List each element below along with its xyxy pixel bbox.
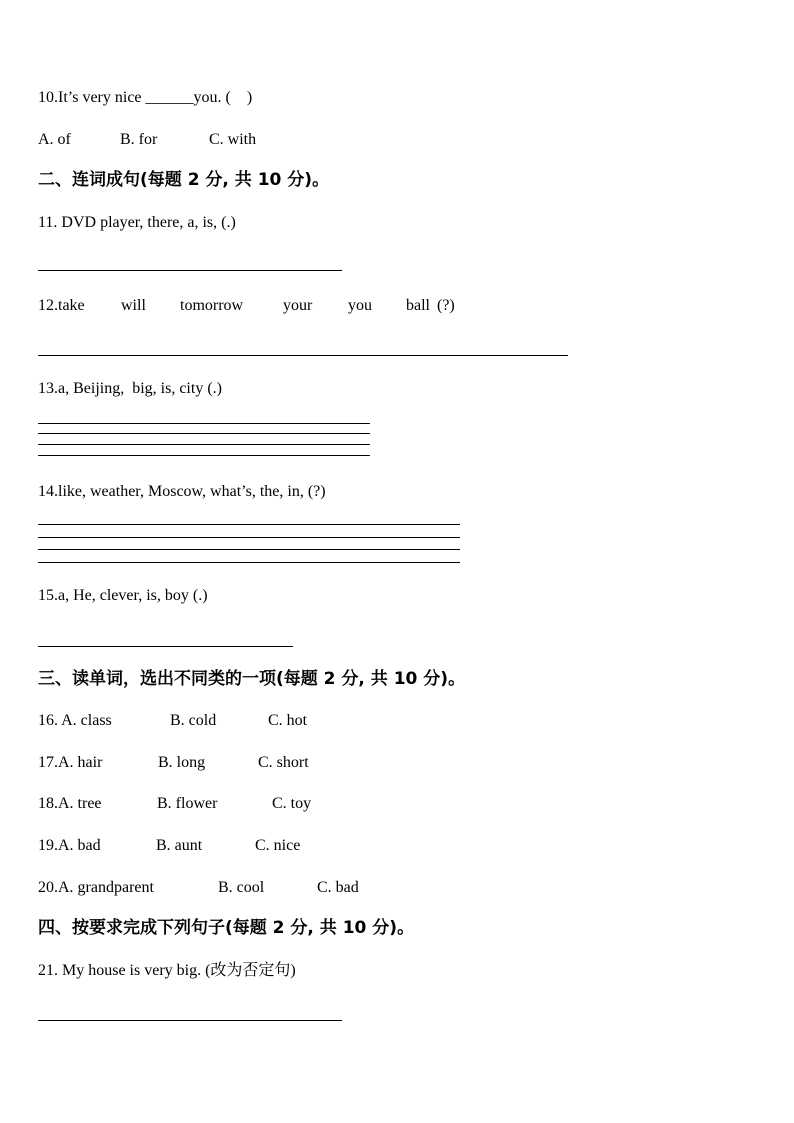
question-11: 11. DVD player, there, a, is, (.) xyxy=(38,214,236,231)
question-13: 13.a, Beijing, big, is, city (.) xyxy=(38,380,222,397)
answer-line-14 xyxy=(38,562,460,563)
question-10-option-a: A. of xyxy=(38,131,71,148)
question-17-option-c: C. short xyxy=(258,754,309,771)
answer-line-14 xyxy=(38,537,460,538)
question-20-option-a: 20.A. grandparent xyxy=(38,879,154,896)
question-12-word: will xyxy=(121,297,146,314)
answer-line-13 xyxy=(38,444,370,445)
question-16-option-b: B. cold xyxy=(170,712,217,729)
section-2-heading: 二、连词成句(每题 2 分, 共 10 分)。 xyxy=(38,170,330,190)
question-10-option-b: B. for xyxy=(120,131,158,148)
question-20-option-b: B. cool xyxy=(218,879,265,896)
answer-line-14 xyxy=(38,524,460,525)
question-12-word: your xyxy=(283,297,313,314)
answer-line-11 xyxy=(38,270,342,271)
section-3-heading: 三、读单词，选出不同类的一项(每题 2 分, 共 10 分)。 xyxy=(38,669,466,689)
question-10-option-c: C. with xyxy=(209,131,257,148)
answer-line-12 xyxy=(38,355,568,356)
question-14: 14.like, weather, Moscow, what’s, the, in, (?) xyxy=(38,483,326,500)
question-18-option-c: C. toy xyxy=(272,795,312,812)
question-17-option-a: 17.A. hair xyxy=(38,754,103,771)
answer-line-15 xyxy=(38,646,293,647)
question-21: 21. My house is very big. (改为否定句) xyxy=(38,962,296,979)
answer-line-13 xyxy=(38,423,370,424)
question-12-word: (?) xyxy=(437,297,455,314)
answer-line-21 xyxy=(38,1020,342,1021)
question-19-option-b: B. aunt xyxy=(156,837,203,854)
question-15: 15.a, He, clever, is, boy (.) xyxy=(38,587,208,604)
answer-line-13 xyxy=(38,455,370,456)
question-17-option-b: B. long xyxy=(158,754,206,771)
question-16-option-c: C. hot xyxy=(268,712,308,729)
question-16-option-a: 16. A. class xyxy=(38,712,112,729)
question-12-word: ball xyxy=(406,297,430,314)
question-10-stem: 10.It’s very nice ______you. ( ) xyxy=(38,89,253,106)
question-12-number: 12.take xyxy=(38,297,85,314)
question-19-option-c: C. nice xyxy=(255,837,301,854)
question-18-option-b: B. flower xyxy=(157,795,218,812)
question-19-option-a: 19.A. bad xyxy=(38,837,101,854)
question-18-option-a: 18.A. tree xyxy=(38,795,102,812)
question-20-option-c: C. bad xyxy=(317,879,359,896)
question-12-word: tomorrow xyxy=(180,297,244,314)
question-12-word: you xyxy=(348,297,372,314)
answer-line-13 xyxy=(38,433,370,434)
section-4-heading: 四、按要求完成下列句子(每题 2 分, 共 10 分)。 xyxy=(38,918,415,938)
answer-line-14 xyxy=(38,549,460,550)
